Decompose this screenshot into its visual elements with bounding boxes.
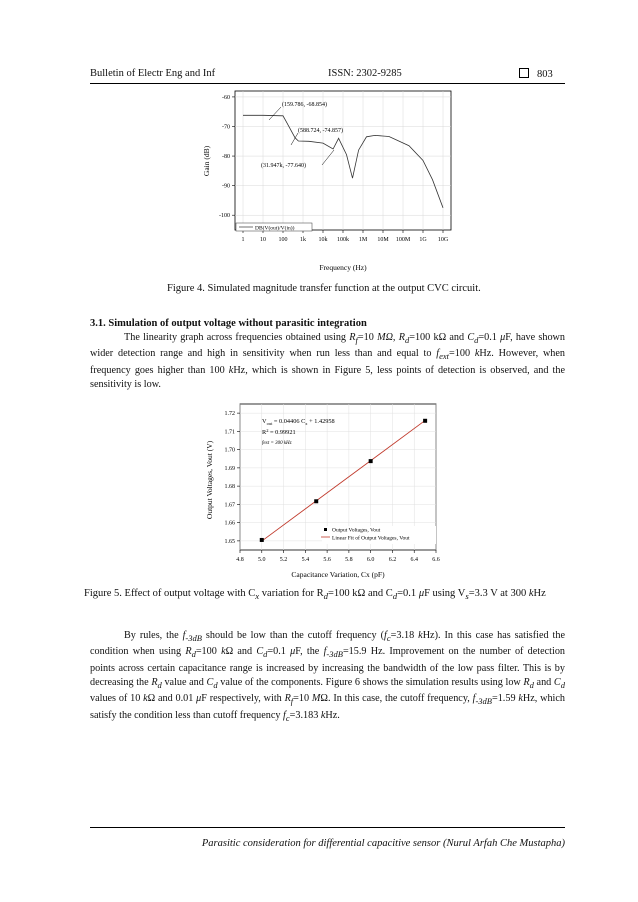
x-tick-label: 1k <box>300 237 306 243</box>
annotation-3: (31.947k, -77.640) <box>261 163 306 169</box>
legend-fit-label: Linear Fit of Output Voltages, Vout <box>332 535 410 542</box>
x-tick-label: 6.2 <box>388 557 397 563</box>
x-tick-label: 10k <box>318 237 328 243</box>
data-point <box>260 538 264 542</box>
data-point <box>314 499 318 503</box>
x-tick-label: 6.0 <box>366 557 375 563</box>
x-tick-label: 5.4 <box>301 557 310 563</box>
y-ticks <box>225 411 241 545</box>
x-tick-label: 4.8 <box>236 557 244 563</box>
annotation-2: (588.724, -74.857) <box>298 128 343 134</box>
y-tick-label: -60 <box>222 94 230 101</box>
y-tick-label: -90 <box>222 183 230 190</box>
x-axis-label: Capacitance Variation, Cx (pF) <box>291 570 385 579</box>
y-tick-label: 1.70 <box>224 447 235 454</box>
legend-points-label: Output Voltages, Vout <box>332 527 381 534</box>
y-tick-label: 1.71 <box>224 429 235 436</box>
x-tick-label: 5.8 <box>345 557 353 563</box>
y-tick-label: 1.72 <box>224 411 235 418</box>
y-tick-label: 1.66 <box>224 520 235 527</box>
footer-text: Parasitic consideration for differential capacitive sensor (Nurul Arfah Che Mustapha) <box>201 838 565 849</box>
figure-4-caption: Figure 4. Simulated magnitude transfer function at the output CVC circuit. <box>167 283 481 294</box>
legend-label: DB(V(out)/V(in)) <box>255 225 295 232</box>
x-tick-label: 1G <box>419 237 427 243</box>
x-ticks <box>242 230 449 243</box>
section-heading: 3.1. Simulation of output voltage without parasitic integration <box>90 318 367 329</box>
figure-4-chart <box>195 86 460 274</box>
y-axis-label: Gain (dB) <box>202 145 211 177</box>
x-ticks <box>236 550 440 563</box>
x-tick-label: 1M <box>358 237 368 243</box>
data-point <box>369 459 373 463</box>
page-number-box <box>519 68 553 80</box>
annotation-1: (159.786, -68.854) <box>282 102 327 108</box>
fext-note: fext = 300 kHz <box>262 441 292 446</box>
journal-name: Bulletin of Electr Eng and Inf <box>90 68 216 79</box>
x-tick-label: 5.2 <box>279 557 288 563</box>
y-tick-label: -70 <box>222 124 230 131</box>
x-tick-label: 6.6 <box>432 557 440 563</box>
checkbox-icon <box>519 68 529 78</box>
x-tick-label: 5.0 <box>258 557 266 563</box>
y-tick-label: 1.67 <box>224 502 235 509</box>
x-tick-label: 10G <box>437 237 449 243</box>
x-tick-label: 5.6 <box>323 557 331 563</box>
x-tick-label: 10 <box>260 237 266 243</box>
y-ticks <box>219 95 235 219</box>
legend-point-marker <box>324 528 327 531</box>
y-tick-label: 1.69 <box>224 465 235 472</box>
paragraph-2: By rules, the $f_{-3dB}$ should be low than the cutoff frequency ($f_c=3.18$ kHz). In this case has satisfied the condition when using $R_d=100$ kΩ and $C_d=0.1$ μF, the $f_{-3dB}=15.9$ Hz. Improvement on the number of detection points across certain capacitance range is increased by increasing the bandwidth of the low pass filter. This is by decreasing the $R_d$ value and $C_d$ value of the components. Figure 6 shows the simulation results using low $R_d$ and $C_d$ values of 10 kΩ and 0.01 μF respectively, with $R_f=10$ MΩ. In this case, the cutoff frequency, $f_{-3dB}=1.59$ kHz, which satisfy the condition less than cutoff frequency $f_c=3.183$ kHz. <box>90 630 566 723</box>
issn: ISSN: 2302-9285 <box>328 68 402 79</box>
header-rule <box>90 83 565 84</box>
r-squared: $R^2 = 0.99921$ <box>262 428 296 436</box>
x-tick-label: 10M <box>377 237 389 243</box>
y-axis-label: Output Voltages, Vout (V) <box>205 440 214 520</box>
y-tick-label: 1.68 <box>224 484 235 491</box>
x-tick-label: 100k <box>337 237 349 243</box>
figure-5-chart <box>200 400 445 584</box>
x-axis-label: Frequency (Hz) <box>319 263 367 272</box>
x-tick-label: 100M <box>395 237 411 243</box>
y-tick-label: -100 <box>219 213 230 220</box>
figure-5-caption: Figure 5. Effect of output voltage with $C_x$ variation for $R_d=100$ kΩ and $C_d=0.1$ μF using $V_s=3.3$ V at 300 kHz <box>84 588 546 602</box>
footer-rule <box>90 827 565 828</box>
data-point <box>423 419 427 423</box>
page-number: 803 <box>537 69 553 80</box>
fit-equation: $V_{out} = 0.04406$ $C_x + 1.42958$ <box>262 418 335 426</box>
x-tick-label: 6.4 <box>410 557 418 563</box>
y-tick-label: 1.65 <box>224 538 235 545</box>
x-tick-label: 1 <box>241 237 245 243</box>
y-tick-label: -80 <box>222 154 230 161</box>
paragraph-1: The linearity graph across frequencies obtained using $R_f=10$ MΩ, $R_d=100$ kΩ and $C_d=0.1$ μF, have shown wider detection range and high in sensitivity when run less than and equal to $f_{ext}=100$ kHz. However, when frequency goes higher than 100 kHz, which is shown in Figure 5, less points of detection is observed, and the sensitivity is low. <box>90 332 566 390</box>
x-tick-label: 100 <box>278 237 288 243</box>
